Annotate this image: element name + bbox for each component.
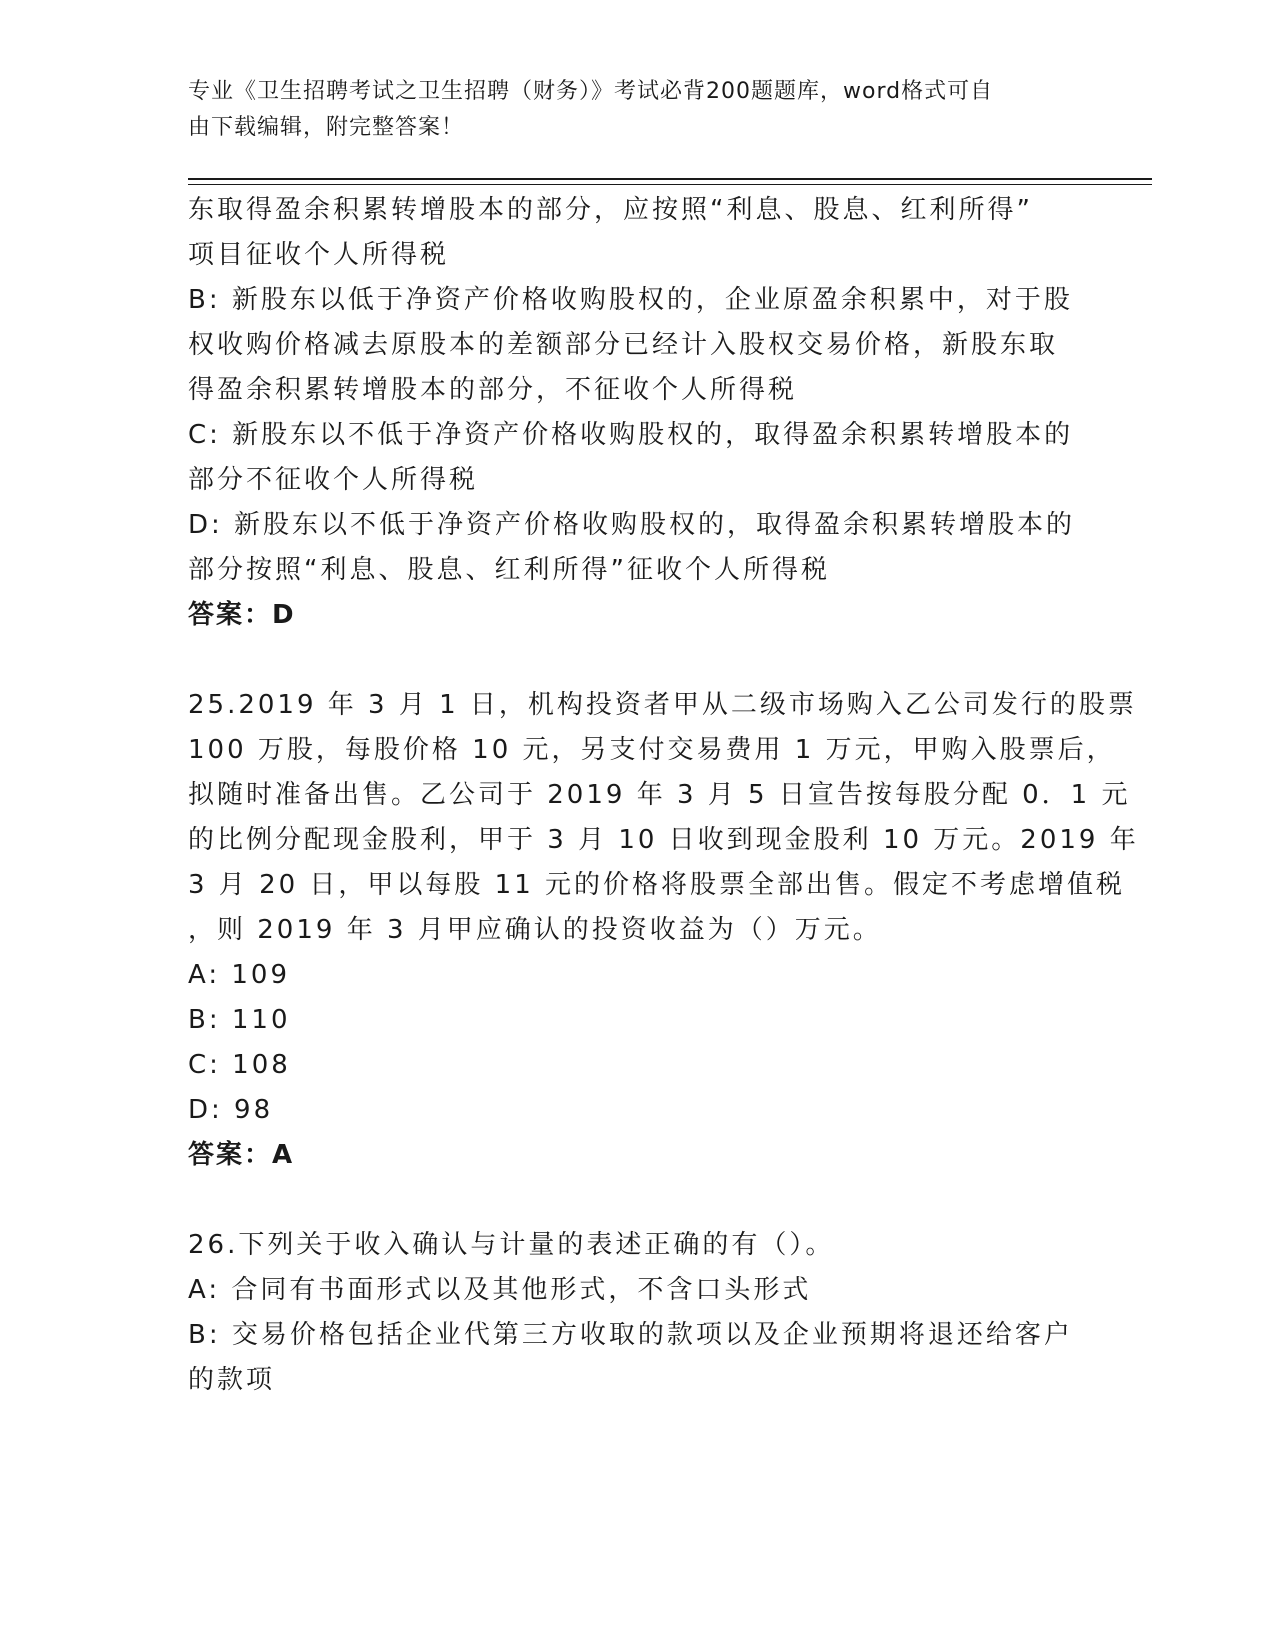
question-stem-line: 26.下列关于收入确认与计量的表述正确的有（）。 bbox=[188, 1230, 835, 1260]
header-line-2: 由下载编辑，附完整答案！ bbox=[188, 115, 465, 140]
option-a-continuation-line: 东取得盈余积累转增股本的部分，应按照“利息、股息、红利所得” bbox=[188, 195, 1033, 225]
option-b-line: 权收购价格减去原股本的差额部分已经计入股权交易价格，新股东取 bbox=[188, 330, 1059, 360]
question-stem-line: 拟随时准备出售。乙公司于 2019 年 3 月 5 日宣告按每股分配 0．1 元 bbox=[188, 780, 1131, 810]
spacer bbox=[188, 1178, 1088, 1223]
option-b-line: B: 交易价格包括企业代第三方收取的款项以及企业预期将退还给客户 bbox=[188, 1320, 1073, 1350]
option-a: A: 合同有书面形式以及其他形式，不含口头形式 bbox=[188, 1275, 812, 1305]
question-stem-line: 25.2019 年 3 月 1 日，机构投资者甲从二级市场购入乙公司发行的股票 bbox=[188, 690, 1137, 720]
option-d-line: D: 新股东以不低于净资产价格收购股权的，取得盈余积累转增股本的 bbox=[188, 510, 1076, 540]
question-25 bbox=[188, 683, 1139, 1178]
question-26 bbox=[188, 1223, 1088, 1403]
option-d-line: 部分按照“利息、股息、红利所得”征收个人所得税 bbox=[188, 555, 830, 585]
option-d: D: 98 bbox=[188, 1095, 274, 1125]
question-24-tail bbox=[188, 188, 1088, 638]
answer-label: 答案：D bbox=[188, 600, 296, 630]
spacer bbox=[188, 638, 1088, 683]
header-rule-thin bbox=[188, 184, 1152, 185]
question-stem-line: 的比例分配现金股利，甲于 3 月 10 日收到现金股利 10 万元。2019 年 bbox=[188, 825, 1139, 855]
option-a-continuation-line: 项目征收个人所得税 bbox=[188, 240, 450, 270]
option-c-line: C: 新股东以不低于净资产价格收购股权的，取得盈余积累转增股本的 bbox=[188, 420, 1074, 450]
option-a: A: 109 bbox=[188, 960, 290, 990]
header-line-1: 专业《卫生招聘考试之卫生招聘（财务）》考试必背200题题库，word格式可自 bbox=[188, 79, 994, 104]
option-b-line: B: 新股东以低于净资产价格收购股权的，企业原盈余积累中，对于股 bbox=[188, 285, 1073, 315]
option-c: C: 108 bbox=[188, 1050, 291, 1080]
question-stem-line: 3 月 20 日，甲以每股 11 元的价格将股票全部出售。假定不考虑增值税 bbox=[188, 870, 1126, 900]
question-stem-line: ，则 2019 年 3 月甲应确认的投资收益为（）万元。 bbox=[188, 915, 882, 945]
header-rule-thick bbox=[188, 178, 1152, 180]
document-header bbox=[188, 74, 1068, 146]
option-b-line: 得盈余积累转增股本的部分，不征收个人所得税 bbox=[188, 375, 798, 405]
option-b: B: 110 bbox=[188, 1005, 291, 1035]
document-body bbox=[188, 188, 1139, 1403]
option-c-line: 部分不征收个人所得税 bbox=[188, 465, 479, 495]
question-stem-line: 100 万股，每股价格 10 元，另支付交易费用 1 万元，甲购入股票后， bbox=[188, 735, 1116, 765]
option-b-line: 的款项 bbox=[188, 1365, 276, 1395]
answer-label: 答案：A bbox=[188, 1140, 295, 1170]
